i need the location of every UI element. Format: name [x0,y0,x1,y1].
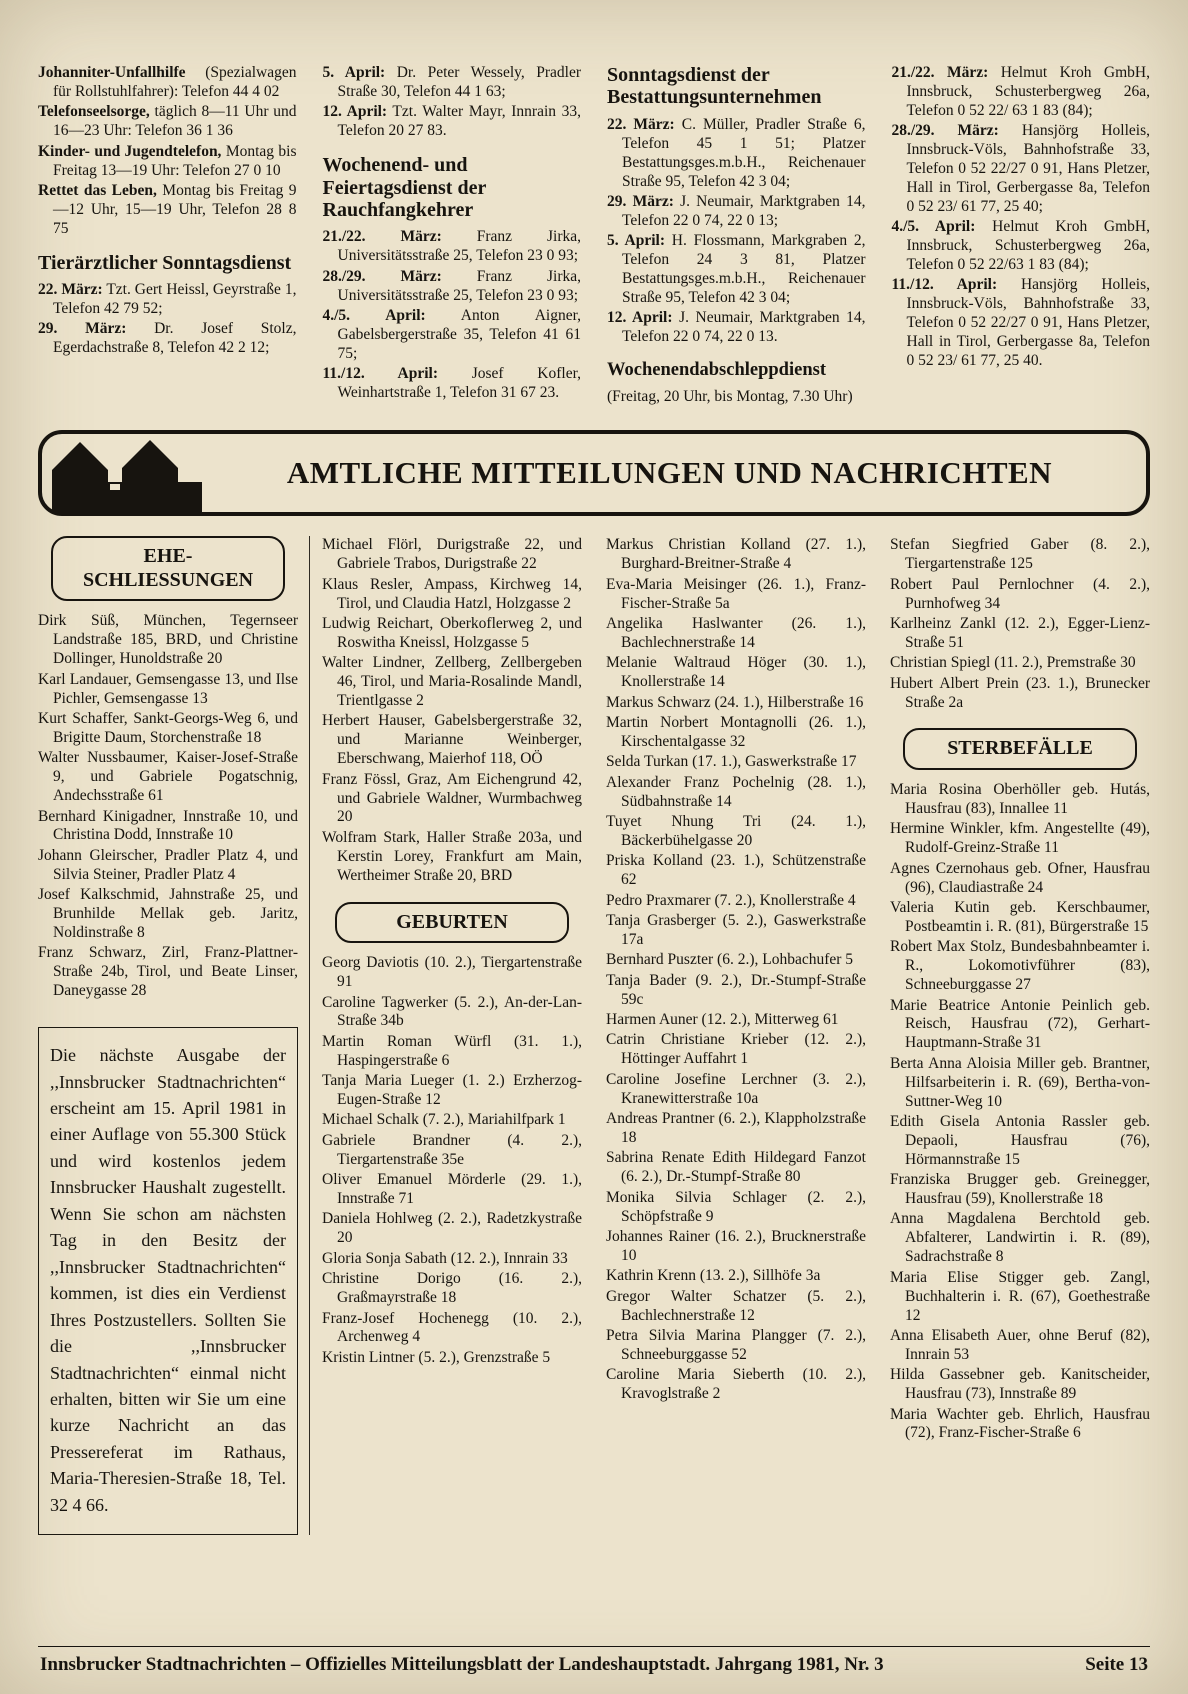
banner-title: AMTLICHE MITTEILUNGEN UND NACHRICHTEN [286,455,1053,491]
birth-entry: Tanja Maria Lueger (1. 2.) Erzherzog-Eugen-Straße 12 [322,1072,582,1109]
marriage-entry: Johann Gleirscher, Pradler Platz 4, und Silvia Steiner, Pradler Platz 4 [38,846,298,883]
vet-duty-entry: 5. April: Dr. Peter Wessely, Pradler Straße 30, Telefon 44 1 63; [322,64,581,100]
marriages-heading-line2: SCHLIESSUNGEN [82,568,254,591]
city-buildings-logo-icon [46,436,206,519]
towing-duty-entry: 4./5. April: Helmut Kroh GmbH, Innsbruck, Schusterbergweg 26a, Telefon 0 52 22/63 1 83 (84); [891,218,1151,274]
birth-entry: Martin Norbert Montagnolli (26. 1.), Kirschentalgasse 32 [606,713,866,750]
funeral-duty-entry: 22. März: C. Müller, Pradler Straße 6, Telefon 45 1 51; Platzer Bestattungsges.m.b.H., Reichenauer Straße 95, Telefon 42 3 04; [607,115,866,190]
birth-entry: Kristin Lintner (5. 2.), Grenzstraße 5 [322,1348,551,1366]
towing-duty-list [892,64,1151,371]
birth-entry: Pedro Praxmarer (7. 2.), Knollerstraße 4 [606,891,856,909]
top-column-3 [607,64,866,408]
death-entry: Anna Elisabeth Auer, ohne Beruf (82), Innrain 53 [890,1326,1150,1363]
births-heading-box [335,902,569,944]
marriage-entry: Wolfram Stark, Haller Straße 203a, und Kerstin Lorey, Frankfurt am Main, Wertheimer Straße 20, BRD [322,828,582,884]
birth-entry: Caroline Maria Sieberth (10. 2.), Kravoglstraße 2 [606,1366,866,1403]
death-entry: Valeria Kutin geb. Kerschbaumer, Postbeamtin i. R. (81), Bürgerstraße 15 [890,898,1150,935]
marriages-heading-line1: EHE- [143,545,193,568]
death-entry: Robert Max Stolz, Bundesbahnbeamter i. R., Lokomotivführer (83), Schneeburggasse 27 [890,938,1150,994]
vet-sunday-duty-heading: Tierärztlicher Sonntagsdienst [38,251,292,274]
vet-duty-list-continued [323,64,582,141]
birth-entry: Karlheinz Zankl (12. 2.), Egger-Lienz-Straße 51 [890,614,1150,651]
birth-entry: Gloria Sonja Sabath (12. 2.), Innrain 33 [322,1249,568,1267]
subscription-notice-box: Die nächste Ausgabe der ,,Innsbrucker Stadtnachrichten“ erscheint am 15. April 1981 in einer Auflage von 55.300 Stück und wird kostenlos jedem Innsbrucker Haushalt zugestellt. Wenn Sie schon am nächsten Tag in den Besitz der ,,Innsbrucker Stadtnachrichten“ kommen, ist dies ein Verdienst Ihres Postzustellers. Sollten Sie die ,,Innsbrucker Stadtnachrichten“ einmal nicht erhalten, bitten wir Sie um eine kurze Nachricht an das Pressereferat im Rathaus, Maria-Theresien-Straße 18, Tel. 32 4 66. [38,1027,298,1535]
towing-duty-entry: 28./29. März: Hansjörg Holleis, Innsbruck-Völs, Bahnhofstraße 33, Telefon 0 52 22/27 0 91, Hans Pletzer, Hall in Tirol, Gerbergasse 8a, Telefon 0 52 23/ 61 77, 25 40; [891,122,1150,215]
death-entry: Maria Rosina Oberhöller geb. Hutás, Hausfrau (83), Innallee 11 [890,781,1150,817]
birth-entry: Priska Kolland (23. 1.), Schützenstraße 62 [606,852,866,889]
vet-duty-entry: 29. März: Dr. Josef Stolz, Egerdachstraße 8, Telefon 42 2 12; [38,320,297,357]
top-column-2 [323,64,582,408]
birth-entry: Selda Turkan (17. 1.), Gaswerkstraße 17 [606,753,857,771]
chimney-duty-entry: 11./12. April: Josef Kofler, Weinhartstraße 1, Telefon 31 67 23. [322,365,581,402]
birth-entry: Andreas Prantner (6. 2.), Klappholzstraße 18 [606,1110,866,1146]
service-duty-section [38,64,1150,408]
birth-entry: Eva-Maria Meisinger (26. 1.), Franz-Fischer-Straße 5a [606,575,866,612]
chimney-sweep-duty-list [323,228,582,403]
marriage-entry: Herbert Hauser, Gabelsbergerstraße 32, und Marianne Weinberger, Eberschwang, Maierhof 118, OÖ [322,712,582,768]
birth-entry: Gabriele Brandner (4. 2.), Tiergartenstraße 35e [322,1131,582,1168]
birth-entry: Tanja Bader (9. 2.), Dr.-Stumpf-Straße 59c [606,971,866,1008]
footer-publication-info: Innsbrucker Stadtnachrichten – Offizielles Mitteilungsblatt der Landeshauptstadt. Jahrgang 1981, Nr. 3 [40,1654,884,1675]
death-entry: Anna Magdalena Berchtold geb. Abfalterer, Landwirtin i. R. (89), Sadrachstraße 8 [890,1210,1150,1266]
birth-entry: Stefan Siegfried Gaber (8. 2.), Tiergartenstraße 125 [890,536,1150,573]
top-column-1 [38,64,297,408]
birth-entry: Daniela Hohlweg (2. 2.), Radetzkystraße 20 [322,1210,582,1247]
funeral-duty-entry: 5. April: H. Flossmann, Markgraben 2, Telefon 24 3 81, Platzer Bestattungsges.m.b.H., Reichenauer Straße 95, Telefon 42 3 04; [607,232,866,306]
birth-entry: Monika Silvia Schlager (2. 2.), Schöpfstraße 9 [606,1188,866,1225]
funeral-sunday-duty-heading: Sonntagsdienst der Bestattungsunternehmen [607,64,822,109]
birth-entry: Alexander Franz Pochelnig (28. 1.), Südbahnstraße 14 [606,773,866,810]
death-entry: Agnes Czernohaus geb. Ofner, Hausfrau (96), Claudiastraße 24 [890,859,1150,896]
death-entry: Berta Anna Aloisia Miller geb. Brantner, Hilfsarbeiterin i. R. (69), Bertha-von-Suttner-Weg 10 [890,1054,1150,1110]
birth-entry: Markus Schwarz (24. 1.), Hilberstraße 16 [606,693,864,711]
chimney-sweep-duty-heading: Wochenend- und Feiertagsdienst der Rauchfangkehrer [322,154,486,221]
marriage-entry: Dirk Süß, München, Tegernseer Landstraße 185, BRD, und Christine Dollinger, Hunoldstraße 20 [38,612,298,668]
towing-service-hours: (Freitag, 20 Uhr, bis Montag, 7.30 Uhr) [607,387,853,405]
deaths-list [890,781,1150,1443]
birth-entry: Robert Paul Pernlochner (4. 2.), Purnhofweg 34 [890,575,1150,612]
death-entry: Marie Beatrice Antonie Peinlich geb. Reisch, Hausfrau (72), Gerhart-Hauptmann-Straße 31 [890,996,1150,1052]
death-entry: Maria Elise Stigger geb. Zangl, Buchhalterin i. R. (67), Goethestraße 12 [890,1268,1150,1324]
birth-entry: Hubert Albert Prein (23. 1.), Brunecker Straße 2a [890,674,1150,711]
death-entry: Hilda Gassebner geb. Kanitscheider, Hausfrau (73), Innstraße 89 [890,1366,1150,1403]
births-list-continued [606,536,866,1404]
births-heading: GEBURTEN [396,910,508,933]
birth-entry: Caroline Tagwerker (5. 2.), An-der-Lan-Straße 34b [322,993,582,1030]
vet-duty-list [38,281,297,358]
birth-entry: Catrin Christiane Krieber (12. 2.), Höttinger Auffahrt 1 [606,1031,866,1068]
chimney-duty-entry: 28./29. März: Franz Jirka, Universitätsstraße 25, Telefon 23 0 93; [322,267,582,304]
funeral-duty-entry: 29. März: J. Neumair, Marktgraben 14, Telefon 22 0 74, 22 0 13; [607,192,866,229]
births-list-end [890,536,1150,712]
birth-entry: Kathrin Krenn (13. 2.), Sillhöfe 3a [606,1267,821,1285]
birth-entry: Caroline Josefine Lerchner (3. 2.), Kranewitterstraße 10a [606,1070,866,1107]
deaths-heading-box [903,728,1137,770]
death-entry: Edith Gisela Antonia Rassler geb. Depaoli, Hausfrau (76), Hörmannstraße 15 [890,1112,1150,1168]
funeral-duty-entry: 12. April: J. Neumair, Marktgraben 14, Telefon 22 0 74, 22 0 13. [607,309,866,346]
birth-entry: Georg Daviotis (10. 2.), Tiergartenstraße 91 [322,954,582,991]
marriage-entry: Ludwig Reichart, Oberkoflerweg 2, und Roswitha Kneissl, Holzgasse 5 [322,614,582,651]
marriage-entry: Franz Fössl, Graz, Am Eichengrund 42, und Gabriele Waldner, Wurmbachweg 20 [322,770,582,826]
death-entry: Hermine Winkler, kfm. Angestellte (49), Rudolf-Greinz-Straße 11 [890,820,1150,857]
marriage-entry: Klaus Resler, Ampass, Kirchweg 14, Tirol, und Claudia Hatzl, Holzgasse 2 [322,575,582,612]
deaths-heading: STERBEFÄLLE [947,737,1093,760]
towing-duty-entry: 21./22. März: Helmut Kroh GmbH, Innsbruck, Schusterbergweg 26a, Telefon 0 52 22/ 63 1 83 (84); [891,64,1151,119]
birth-entry: Johannes Rainer (16. 2.), Brucknerstraße 10 [606,1228,866,1264]
marriage-entry: Franz Schwarz, Zirl, Franz-Plattner-Straße 24b, Tirol, und Beate Linser, Daneygasse 28 [38,944,298,1000]
towing-duty-entry: 11./12. April: Hansjörg Holleis, Innsbruck-Völs, Bahnhofstraße 33, Telefon 0 52 22/27 0 91, Hans Pletzer, Hall in Tirol, Gerbergasse 8a, Telefon 0 52 23/ 61 77, 25 40. [891,276,1150,370]
births-list [322,954,582,1368]
marriage-entry: Josef Kalkschmid, Jahnstraße 25, und Brunhilde Mellak geb. Jaritz, Noldinstraße 8 [38,886,298,941]
death-entry: Maria Wachter geb. Ehrlich, Hausfrau (72), Franz-Fischer-Straße 6 [890,1405,1150,1442]
service-entry: Rettet das Leben, Montag bis Freitag 9—12 Uhr, 15—19 Uhr, Telefon 28 8 75 [38,181,297,237]
page-footer [38,1646,1150,1680]
death-entry: Franziska Brugger geb. Greinegger, Hausfrau (59), Knollerstraße 18 [890,1171,1150,1208]
weekend-towing-heading: Wochenendabschleppdienst [607,360,826,381]
marriage-entry: Bernhard Kinigadner, Innstraße 10, und Christina Dodd, Innstraße 10 [38,807,298,844]
marriages-heading-box [51,536,285,601]
birth-entry: Melanie Waltraud Höger (30. 1.), Knollerstraße 14 [606,654,866,691]
birth-entry: Franz-Josef Hochenegg (10. 2.), Archenweg 4 [322,1309,582,1346]
birth-entry: Michael Schalk (7. 2.), Mariahilfpark 1 [322,1111,566,1129]
top-column-4 [892,64,1151,408]
birth-entry: Martin Roman Würfl (31. 1.), Haspingerstraße 6 [322,1032,582,1069]
marriage-entry: Kurt Schaffer, Sankt-Georgs-Weg 6, und Brigitte Daum, Storchenstraße 18 [38,710,298,746]
marriage-entry: Karl Landauer, Gemsengasse 13, und Ilse Pichler, Gemsengasse 13 [38,670,298,707]
birth-entry: Angelika Haslwanter (26. 1.), Bachlechnerstraße 14 [606,614,866,651]
service-entry: Johanniter-Unfallhilfe (Spezialwagen für Rollstuhlfahrer): Telefon 44 4 02 [38,64,297,100]
service-entry: Kinder- und Jugendtelefon, Montag bis Freitag 13—19 Uhr: Telefon 27 0 10 [38,142,297,179]
emergency-services-list [38,64,297,239]
service-entry: Telefonseelsorge, täglich 8—11 Uhr und 16—23 Uhr: Telefon 36 1 36 [38,103,297,140]
footer-page-number: Seite 13 [1085,1654,1148,1675]
marriage-entry: Walter Lindner, Zellberg, Zellbergeben 46, Tirol, und Maria-Rosalinde Mandl, Trientlgasse 2 [322,654,582,710]
records-column-4 [890,536,1150,1535]
vet-duty-entry: 12. April: Tzt. Walter Mayr, Innrain 33, Telefon 20 27 83. [322,103,581,140]
birth-entry: Sabrina Renate Edith Hildegard Fanzot (6. 2.), Dr.-Stumpf-Straße 80 [606,1149,866,1186]
birth-entry: Tanja Grasberger (5. 2.), Gaswerkstraße 17a [606,912,866,948]
marriages-list [38,612,298,1001]
birth-entry: Bernhard Puszter (6. 2.), Lohbachufer 5 [606,951,854,969]
chimney-duty-entry: 21./22. März: Franz Jirka, Universitätsstraße 25, Telefon 23 0 93; [322,228,582,265]
marriage-entry: Michael Flörl, Durigstraße 22, und Gabriele Trabos, Durigstraße 22 [322,536,582,573]
birth-entry: Christian Spiegl (11. 2.), Premstraße 30 [890,654,1136,672]
marriage-entry: Walter Nussbaumer, Kaiser-Josef-Straße 9, und Gabriele Pogatschnig, Andechsstraße 61 [38,749,298,805]
funeral-duty-list [607,116,866,347]
records-section [38,536,1150,1535]
official-announcements-banner [38,430,1150,516]
birth-entry: Harmen Auner (12. 2.), Mitterweg 61 [606,1011,839,1029]
birth-entry: Tuyet Nhung Tri (24. 1.), Bäckerbühelgasse 20 [606,812,866,849]
birth-entry: Petra Silvia Marina Plangger (7. 2.), Schneeburggasse 52 [606,1327,866,1363]
marriages-list-continued [322,536,582,885]
chimney-duty-entry: 4./5. April: Anton Aigner, Gabelsbergerstraße 35, Telefon 41 61 75; [322,306,581,362]
birth-entry: Markus Christian Kolland (27. 1.), Burghard-Breitner-Straße 4 [606,536,866,573]
records-column-1 [38,536,298,1535]
records-column-2 [309,536,582,1535]
records-column-3 [606,536,866,1535]
birth-entry: Gregor Walter Schatzer (5. 2.), Bachlechnerstraße 12 [606,1287,866,1324]
birth-entry: Christine Dorigo (16. 2.), Graßmayrstraße 18 [322,1270,582,1307]
vet-duty-entry: 22. März: Tzt. Gert Heissl, Geyrstraße 1, Telefon 42 79 52; [38,281,297,317]
birth-entry: Oliver Emanuel Mörderle (29. 1.), Innstraße 71 [322,1171,582,1208]
